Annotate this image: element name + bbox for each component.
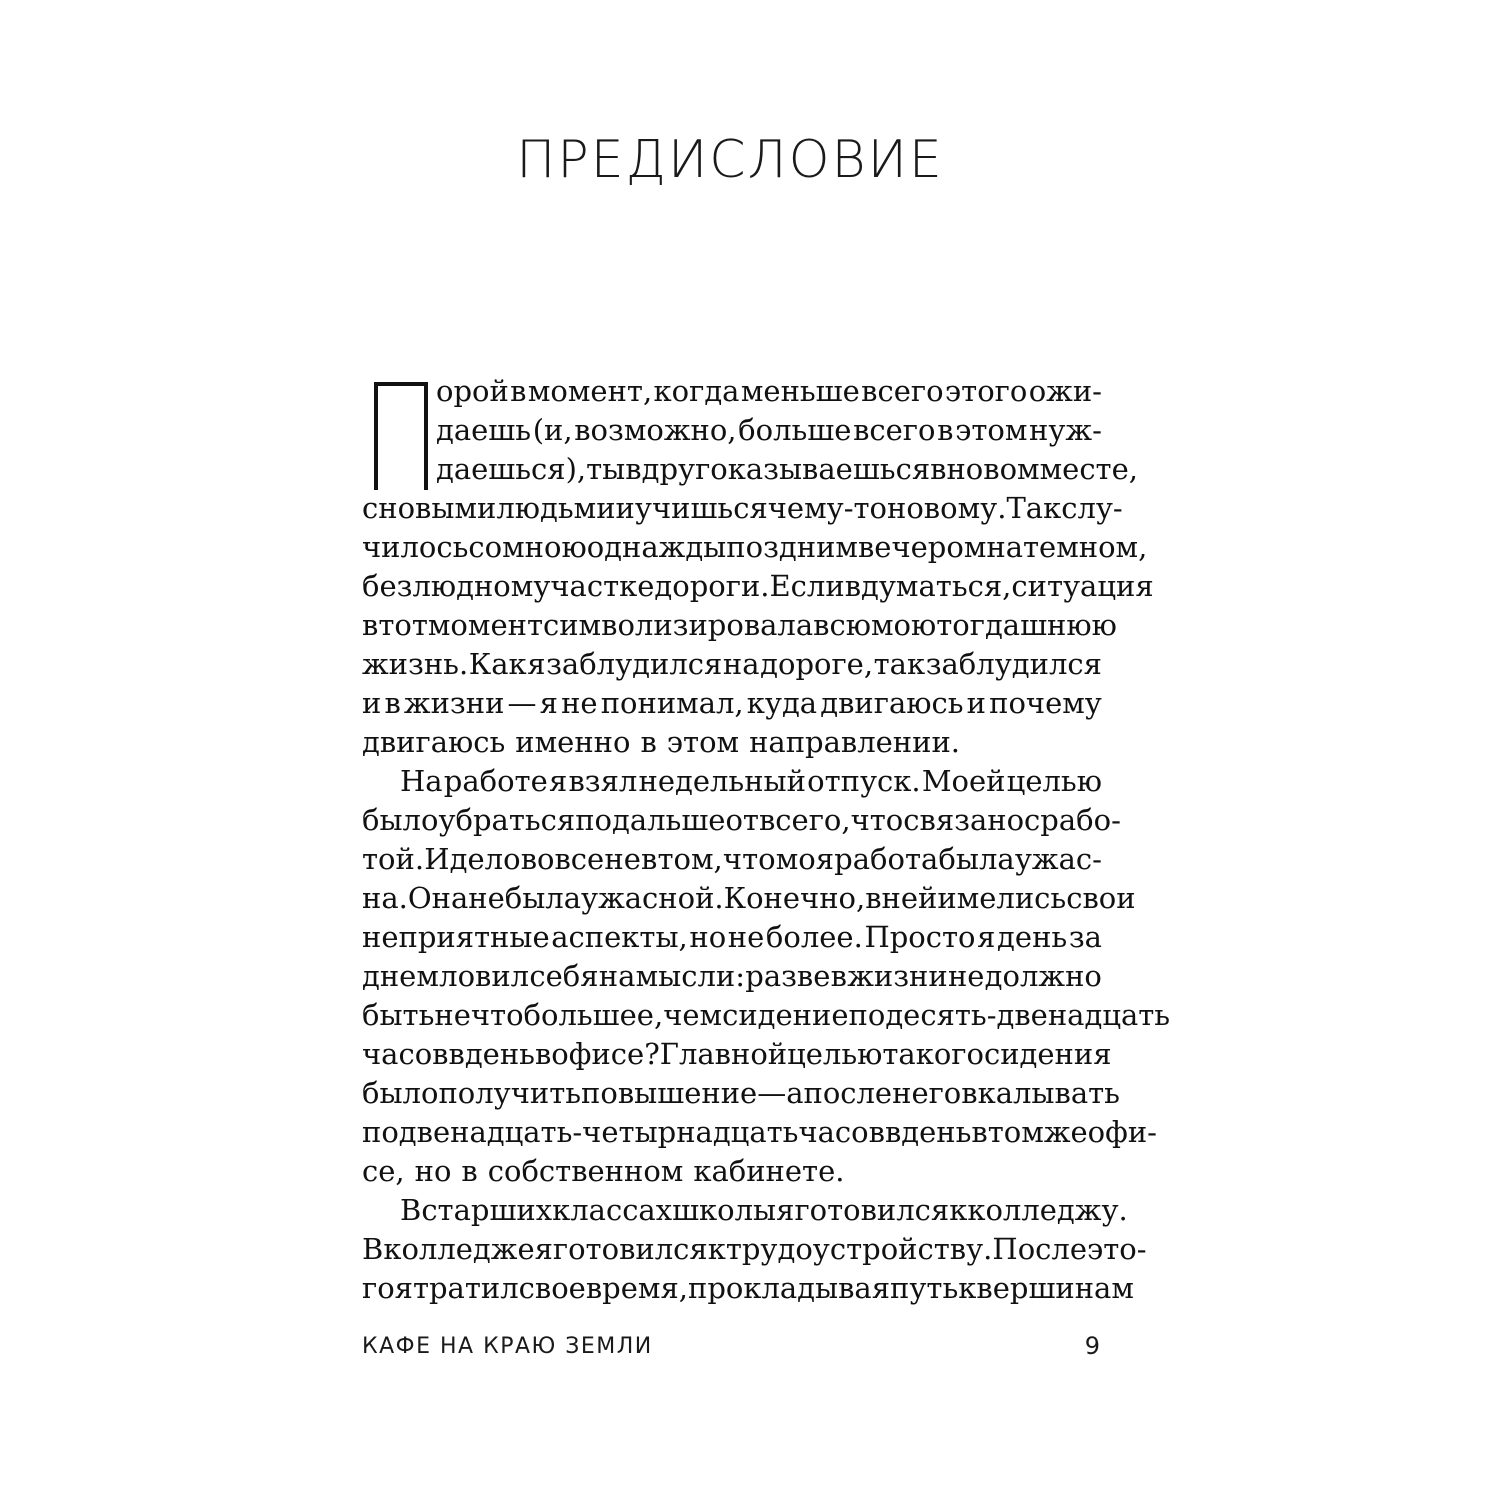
word: я xyxy=(977,920,996,954)
text-line xyxy=(362,1191,1128,1230)
word: всего xyxy=(861,374,944,408)
word: было xyxy=(362,803,439,837)
drop-cap xyxy=(370,380,432,492)
text-line xyxy=(362,1113,1157,1152)
word: всю xyxy=(813,608,871,642)
word: се, xyxy=(362,1154,405,1188)
word: аспекты, xyxy=(551,920,688,954)
word: понимал, xyxy=(600,686,744,720)
word: к xyxy=(707,1232,726,1266)
word: я xyxy=(776,1193,795,1227)
word: имелись xyxy=(937,881,1067,915)
text-line xyxy=(362,957,1102,996)
word: но xyxy=(689,920,727,954)
word: в xyxy=(640,725,657,759)
word: неприятные xyxy=(362,920,550,954)
word: и xyxy=(966,686,986,720)
word: больше xyxy=(738,413,852,447)
word: на xyxy=(986,530,1023,564)
word: что xyxy=(850,803,904,837)
word: чему-то xyxy=(767,491,888,525)
text-line xyxy=(362,372,1102,411)
text-line xyxy=(362,450,1138,489)
word: в xyxy=(884,1115,902,1149)
word: месте, xyxy=(1039,452,1138,486)
word: в xyxy=(937,413,954,447)
word: разве xyxy=(745,959,831,993)
word: такого xyxy=(882,1037,984,1071)
word: этого xyxy=(944,374,1028,408)
word: так xyxy=(873,647,926,681)
word: Моей xyxy=(921,764,1006,798)
word: после xyxy=(803,1076,893,1110)
word: старших xyxy=(421,1193,553,1227)
word: на xyxy=(598,959,636,993)
word: вовсе xyxy=(520,842,605,876)
word: в xyxy=(641,842,658,876)
word: подальше xyxy=(575,803,726,837)
word: быть xyxy=(362,998,435,1032)
word: новыми xyxy=(378,491,497,525)
word: день xyxy=(464,1037,535,1071)
word: а xyxy=(786,1076,804,1110)
word: моя xyxy=(775,842,835,876)
text-line xyxy=(362,762,1102,801)
word: днем xyxy=(362,959,439,993)
text-line xyxy=(362,567,1154,606)
word: в xyxy=(534,1037,552,1071)
word: вершинам xyxy=(976,1271,1134,1305)
word: не xyxy=(604,842,641,876)
word: орой xyxy=(436,374,509,408)
word: я xyxy=(527,647,546,681)
word: двигаюсь xyxy=(820,686,964,720)
word: вдуматься, xyxy=(844,569,1012,603)
word: слу- xyxy=(1061,491,1123,525)
word: в xyxy=(461,1154,478,1188)
word: готовился xyxy=(552,1232,708,1266)
word: возможно, xyxy=(574,413,737,447)
word: целью xyxy=(1006,764,1102,798)
word: себя xyxy=(529,959,599,993)
text-line xyxy=(362,606,1117,645)
word: готовился xyxy=(794,1193,950,1227)
word: мысли: xyxy=(635,959,746,993)
word: — xyxy=(757,1076,787,1110)
word: Как xyxy=(468,647,527,681)
word: направлении. xyxy=(749,725,961,759)
word: прокладывая xyxy=(687,1271,891,1305)
word: безлюдном xyxy=(362,569,534,603)
word: жизнь. xyxy=(362,647,469,681)
word: всего, xyxy=(758,803,851,837)
word: свое xyxy=(518,1271,586,1305)
word: — xyxy=(507,686,537,720)
text-line xyxy=(362,1152,1102,1191)
word: символизировала xyxy=(542,608,814,642)
word: день xyxy=(901,1115,972,1149)
word: работа xyxy=(834,842,939,876)
word: за xyxy=(1068,920,1102,954)
text-line xyxy=(362,840,1102,879)
word: классах xyxy=(552,1193,673,1227)
word: дороги. xyxy=(654,569,770,603)
word: В xyxy=(362,1232,384,1266)
word: этом xyxy=(955,413,1028,447)
word: школы xyxy=(672,1193,777,1227)
text-line xyxy=(362,411,1102,450)
word: колледжу. xyxy=(967,1193,1128,1227)
word: часов xyxy=(798,1115,885,1149)
word: в xyxy=(384,686,401,720)
word: темном, xyxy=(1023,530,1148,564)
word: жизни xyxy=(847,959,948,993)
word: в xyxy=(362,608,379,642)
word: меньше xyxy=(740,374,860,408)
word: не xyxy=(561,686,598,720)
word: Главной xyxy=(659,1037,788,1071)
text-line xyxy=(362,723,1102,762)
word: Она xyxy=(407,881,469,915)
word: по xyxy=(362,1115,399,1149)
text-line xyxy=(362,1035,1112,1074)
word: это- xyxy=(1086,1232,1147,1266)
word: работе xyxy=(443,764,548,798)
word: должно xyxy=(984,959,1102,993)
word: трудоустройству. xyxy=(725,1232,993,1266)
word: собственном xyxy=(487,1154,684,1188)
text-line xyxy=(362,489,1123,528)
word: поздним xyxy=(726,530,858,564)
word: когда xyxy=(653,374,740,408)
word: ней xyxy=(881,881,938,915)
word: но xyxy=(414,1154,452,1188)
word: связано xyxy=(903,803,1025,837)
word: оказываешься xyxy=(710,452,931,486)
word: в xyxy=(930,452,947,486)
word: двигаюсь xyxy=(362,725,506,759)
word: момент, xyxy=(527,374,653,408)
chapter-title: ПРЕДИСЛОВИЕ xyxy=(516,130,944,190)
word: я xyxy=(534,1232,553,1266)
word: была xyxy=(938,842,1015,876)
word: ловил xyxy=(439,959,530,993)
word: вкалывать xyxy=(961,1076,1120,1110)
word: И xyxy=(424,842,450,876)
word: двенадцать-четырнадцать xyxy=(398,1115,799,1149)
word: дело xyxy=(449,842,521,876)
word: не xyxy=(727,920,765,954)
text-line xyxy=(362,1269,1134,1308)
text-line xyxy=(362,1074,1120,1113)
word: целью xyxy=(787,1037,883,1071)
word: отпуск. xyxy=(807,764,921,798)
word: сидения xyxy=(983,1037,1112,1071)
word: новому. xyxy=(887,491,1007,525)
word: ужасной. xyxy=(581,881,724,915)
word: людьми xyxy=(496,491,616,525)
word: ты xyxy=(586,452,626,486)
text-line xyxy=(362,918,1102,957)
word: него xyxy=(892,1076,962,1110)
word: Конечно, xyxy=(723,881,866,915)
word: со xyxy=(468,530,503,564)
word: офи- xyxy=(1087,1115,1157,1149)
word: офисе? xyxy=(551,1037,660,1071)
text-line xyxy=(362,645,1102,684)
word: ситуация xyxy=(1011,569,1154,603)
word: тот xyxy=(378,608,428,642)
word: взял xyxy=(568,764,638,798)
word: заблудился xyxy=(546,647,723,681)
word: кабинете. xyxy=(693,1154,845,1188)
word: ужас- xyxy=(1014,842,1102,876)
word: по xyxy=(848,998,886,1032)
word: колледже xyxy=(383,1232,535,1266)
word: Если xyxy=(769,569,845,603)
running-footer-title: КАФЕ НА КРАЮ ЗЕМЛИ xyxy=(362,1334,653,1359)
word: мною xyxy=(502,530,587,564)
word: и xyxy=(615,491,635,525)
text-line xyxy=(362,1230,1147,1269)
word: недельный xyxy=(638,764,806,798)
word: На xyxy=(400,764,443,798)
word: тогдашнюю xyxy=(936,608,1117,642)
word: с xyxy=(362,491,379,525)
word: вдруг xyxy=(625,452,711,486)
page-number: 9 xyxy=(1084,1332,1100,1360)
word: Просто xyxy=(864,920,976,954)
word: к xyxy=(958,1271,977,1305)
word: с xyxy=(1024,803,1041,837)
word: день xyxy=(997,920,1068,954)
word: в xyxy=(971,1115,988,1149)
word: чем xyxy=(663,998,723,1032)
word: почему xyxy=(989,686,1102,720)
word: в xyxy=(510,374,527,408)
word: мою xyxy=(870,608,937,642)
word: даешь xyxy=(436,413,532,447)
text-line xyxy=(362,528,1148,567)
word: в xyxy=(865,881,882,915)
text-line xyxy=(362,684,1102,723)
word: жизни xyxy=(403,686,505,720)
word: получить xyxy=(438,1076,582,1110)
text-line xyxy=(362,801,1121,840)
word: нечто xyxy=(434,998,524,1032)
word: я xyxy=(548,764,568,798)
word: той. xyxy=(362,842,425,876)
word: была xyxy=(504,881,582,915)
word: именно xyxy=(515,725,631,759)
word: от xyxy=(725,803,759,837)
word: даешься), xyxy=(436,452,587,486)
word: Так xyxy=(1006,491,1062,525)
word: в xyxy=(830,959,847,993)
word: к xyxy=(949,1193,968,1227)
word: я xyxy=(394,1271,413,1305)
word: было xyxy=(362,1076,439,1110)
word: однажды xyxy=(586,530,727,564)
word: После xyxy=(992,1232,1087,1266)
word: В xyxy=(400,1193,422,1227)
word: момент xyxy=(427,608,543,642)
word: новом xyxy=(946,452,1040,486)
word: тратил xyxy=(412,1271,519,1305)
word: ожи- xyxy=(1028,374,1102,408)
word: повышение xyxy=(581,1076,758,1110)
word: дороге, xyxy=(760,647,874,681)
word: чилось xyxy=(362,530,469,564)
word: большее, xyxy=(523,998,664,1032)
word: часов xyxy=(362,1037,449,1071)
word: куда xyxy=(746,686,818,720)
text-line xyxy=(362,996,1171,1035)
word: более. xyxy=(765,920,863,954)
word: что xyxy=(722,842,776,876)
word: убраться xyxy=(438,803,576,837)
word: не xyxy=(947,959,985,993)
word: том xyxy=(987,1115,1044,1149)
word: вечером xyxy=(857,530,987,564)
word: на. xyxy=(362,881,408,915)
word: я xyxy=(539,686,558,720)
body-text xyxy=(362,372,1171,1308)
word: сидение xyxy=(722,998,849,1032)
word: участке xyxy=(533,569,655,603)
word: учишься xyxy=(634,491,768,525)
word: рабо- xyxy=(1040,803,1121,837)
word: и xyxy=(362,686,382,720)
word: же xyxy=(1043,1115,1088,1149)
word: не xyxy=(468,881,505,915)
word: го xyxy=(362,1271,395,1305)
word: заблудился xyxy=(925,647,1102,681)
word: (и, xyxy=(532,413,573,447)
word: том, xyxy=(657,842,723,876)
word: нуж- xyxy=(1029,413,1102,447)
word: десять-двенадцать xyxy=(885,998,1171,1032)
word: на xyxy=(722,647,760,681)
word: путь xyxy=(890,1271,959,1305)
word: время, xyxy=(585,1271,688,1305)
word: в xyxy=(448,1037,465,1071)
word: этом xyxy=(666,725,740,759)
word: свои xyxy=(1066,881,1136,915)
word: всего xyxy=(853,413,936,447)
text-line xyxy=(362,879,1136,918)
